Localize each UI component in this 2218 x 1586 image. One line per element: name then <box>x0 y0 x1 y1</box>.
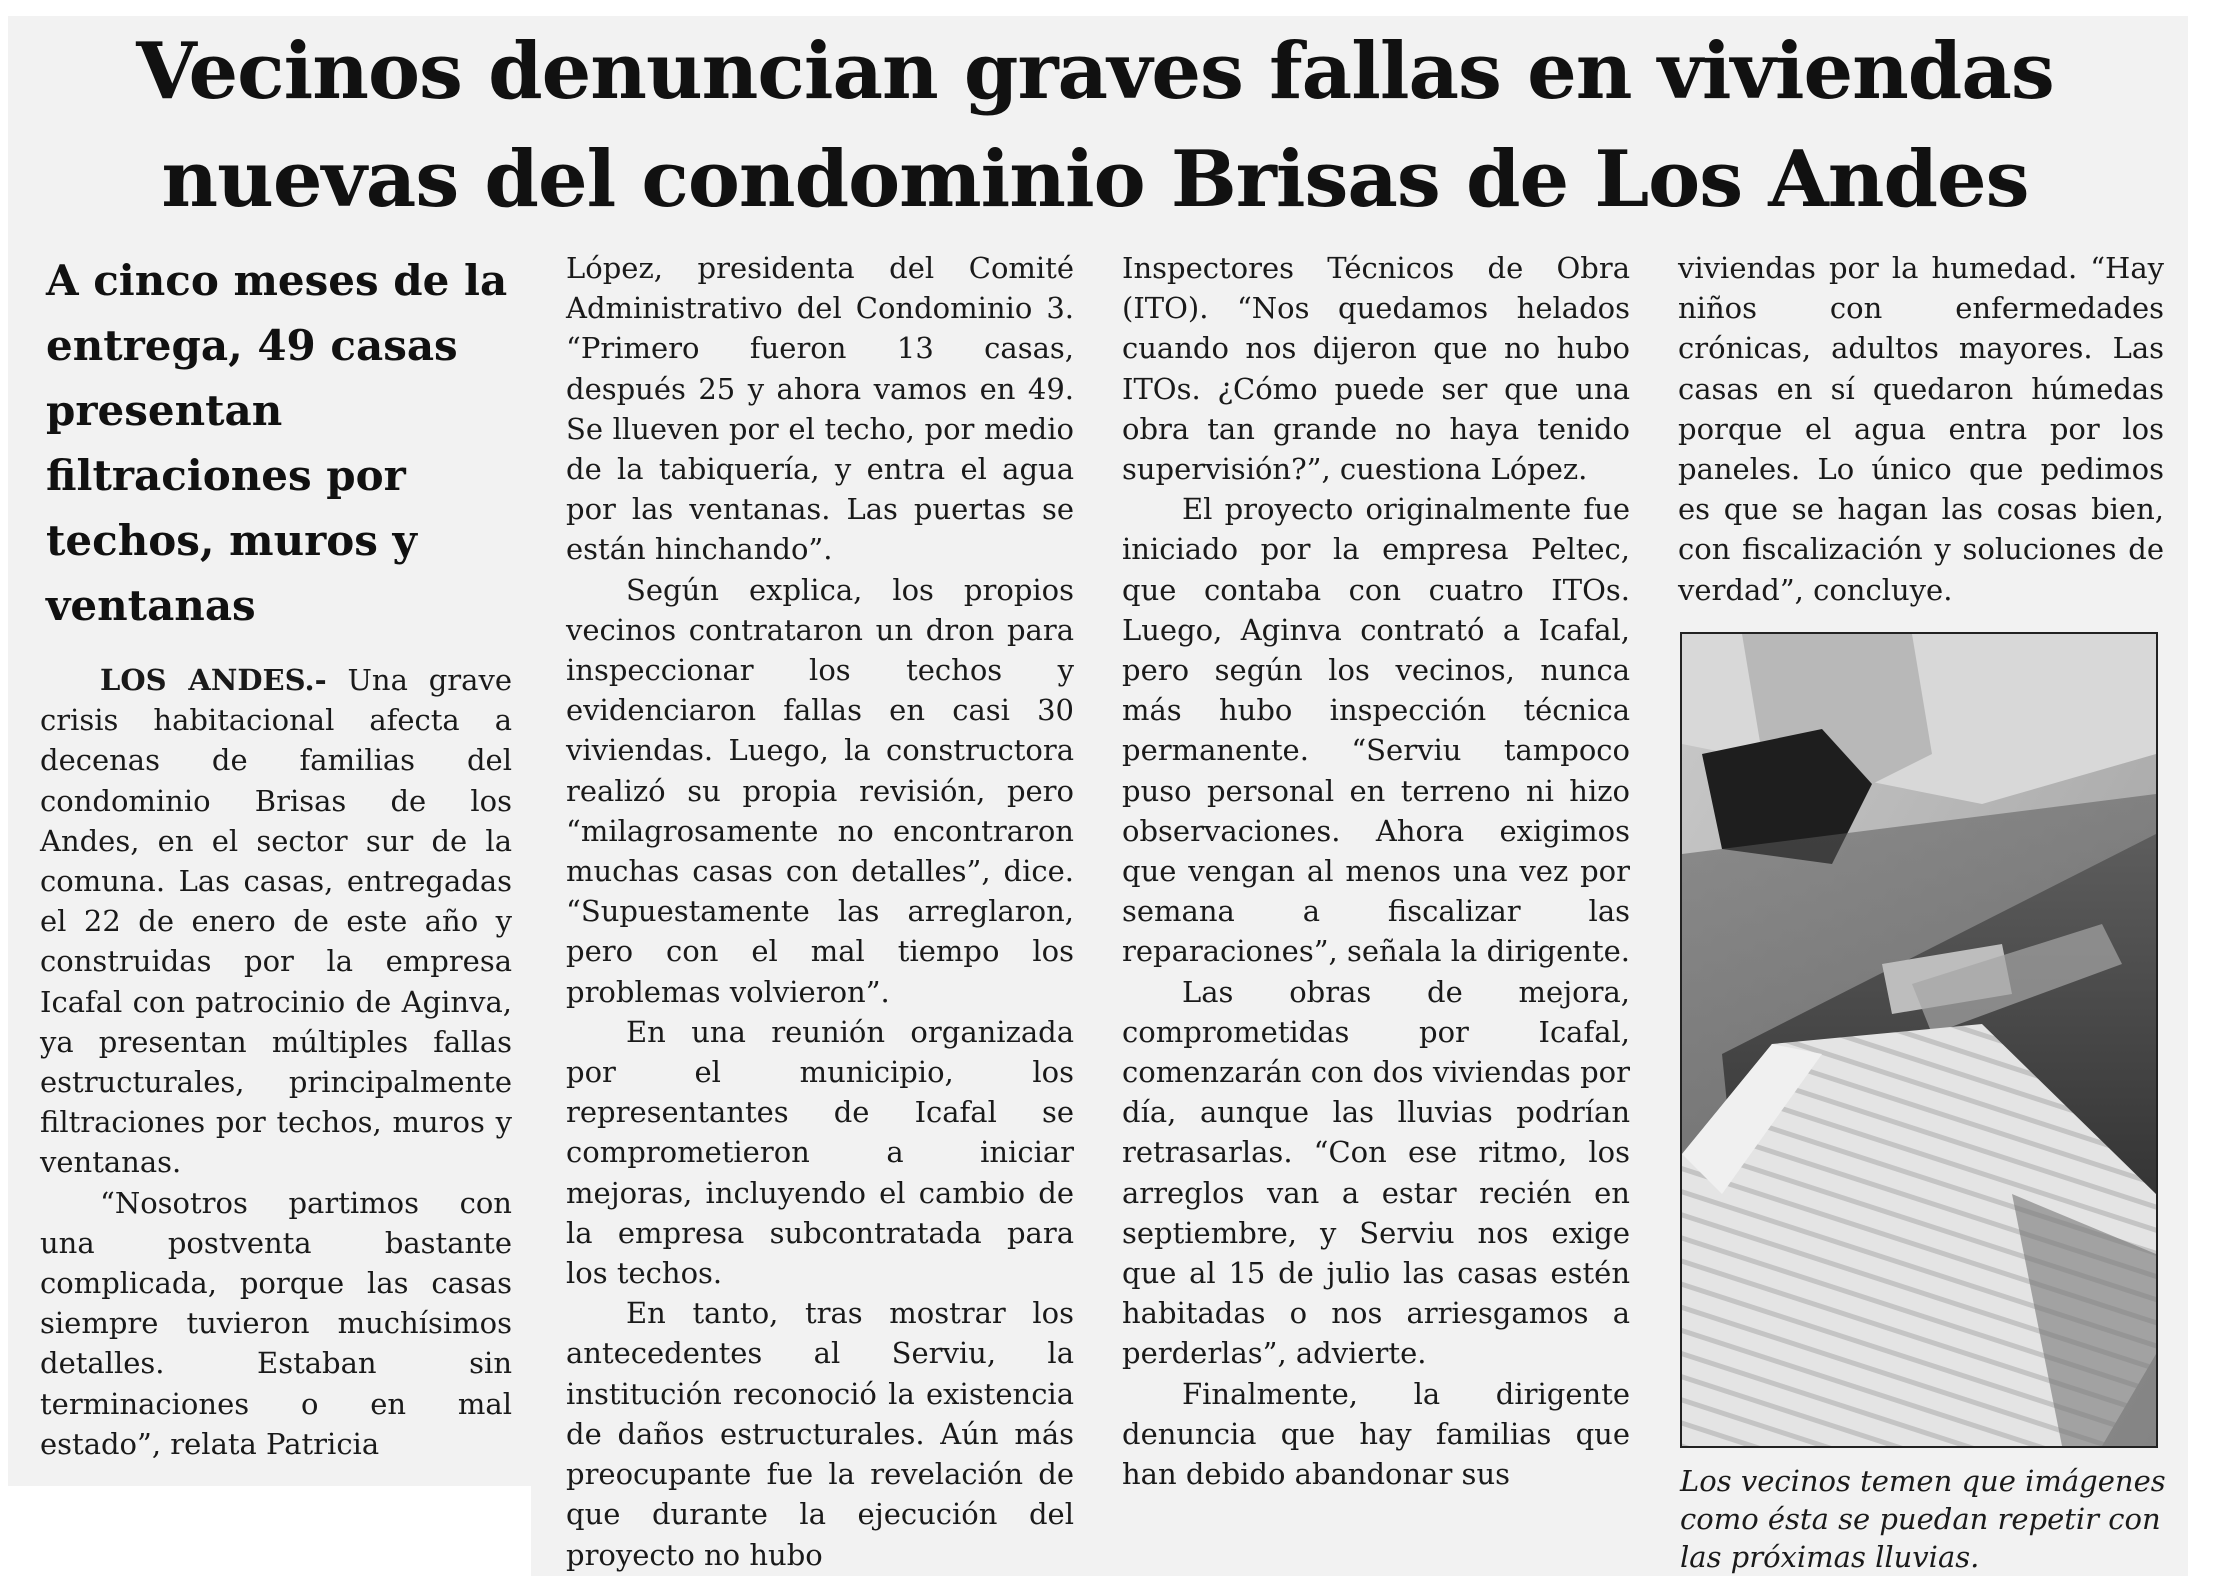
photo-water-damage-illustration <box>1682 634 2156 1446</box>
paragraph: viviendas por la humedad. “Hay niños con enfermedades crónicas, adultos mayores. Las casas en sí quedaron húmedas porque el agua entra por los paneles. Lo único que pedimos es que se hagan las cosas bien, con fiscalización y soluciones de verdad”, concluye. <box>1678 251 2164 607</box>
paragraph: En tanto, tras mostrar los antecedentes al Serviu, la institución reconoció la existencia de daños estructurales. Aún más preocupante fue la revelación de que durante la ejecución del proyecto no hubo <box>566 1296 1074 1572</box>
paragraph-text: Una grave crisis habitacional afecta a decenas de familias del condominio Brisas de los Andes, en el sector sur de la comuna. Las casas, entregadas el 22 de enero de este año y construidas por la empresa Icafal con patrocinio de Aginva, ya presentan múltiples fallas estructurales, principalmente filtraciones por techos, muros y ventanas. <box>40 663 512 1180</box>
dateline: LOS ANDES.- <box>100 663 327 697</box>
paragraph: En una reunión organizada por el municipio, los representantes de Icafal se comprometieron a iniciar mejoras, incluyendo el cambio de la empresa subcontratada para los techos. <box>566 1014 1074 1291</box>
paragraph <box>40 660 512 1183</box>
paragraph: Las obras de mejora, comprometidas por Icafal, comenzarán con dos viviendas por día, aunque las lluvias podrían retrasarlas. “Con ese ritmo, los arreglos van a estar recién en septiembre, y Serviu nos exige que al 15 de julio las casas estén habitadas o nos arriesgamos a perderlas”, advierte. <box>1122 974 1630 1371</box>
paragraph: “Nosotros partimos con una postventa bastante complicada, porque las casas siempre tuvieron muchísimos detalles. Estaban sin terminaciones o en mal estado”, relata Patricia <box>40 1185 512 1461</box>
paragraph: Inspectores Técnicos de Obra (ITO). “Nos quedamos helados cuando nos dijeron que no hubo ITOs. ¿Cómo puede ser que una obra tan grande no haya tenido supervisión?”, cuestiona López. <box>1122 251 1630 487</box>
article-column-3 <box>1122 248 1630 1494</box>
headline-line-1: Vecinos denuncian graves fallas en viviendas <box>136 26 2054 117</box>
article-photo <box>1680 632 2158 1448</box>
photo-caption: Los vecinos temen que imágenes como ésta se puedan repetir con las próximas lluvias. <box>1680 1464 2166 1574</box>
paragraph: El proyecto originalmente fue iniciado por la empresa Peltec, que contaba con cuatro ITOs. Luego, Aginva contrató a Icafal, pero según los vecinos, nunca más hubo inspección técnica permanente. “Serviu tampoco puso personal en terreno ni hizo observaciones. Ahora exigimos que vengan al menos una vez por semana a fiscalizar las reparaciones”, señala la dirigente. <box>1122 492 1630 969</box>
clipping-cutout <box>8 1486 531 1586</box>
article-column-4 <box>1678 248 2164 610</box>
article-column-1 <box>40 248 512 1464</box>
headline-line-2: nuevas del condominio Brisas de Los Andes <box>161 134 2029 225</box>
headline <box>20 18 2170 234</box>
paragraph: López, presidenta del Comité Administrativo del Condominio 3. “Primero fueron 13 casas, después 25 y ahora vamos en 49. Se llueven por el techo, por medio de la tabiquería, y entra el agua por las ventanas. Las puertas se están hinchando”. <box>566 251 1074 567</box>
paragraph: Finalmente, la dirigente denuncia que hay familias que han debido abandonar sus <box>1122 1376 1630 1492</box>
article-column-2 <box>566 248 1074 1575</box>
paragraph: Según explica, los propios vecinos contrataron un dron para inspeccionar los techos y evidenciaron fallas en casi 30 viviendas. Luego, la constructora realizó su propia revisión, pero “milagrosamente no encontraron muchas casas con detalles”, dice. “Supuestamente las arreglaron, pero con el mal tiempo los problemas volvieron”. <box>566 572 1074 1009</box>
subheadline: A cinco meses de la entrega, 49 casas presentan filtraciones por techos, muros y ventanas <box>46 256 508 630</box>
